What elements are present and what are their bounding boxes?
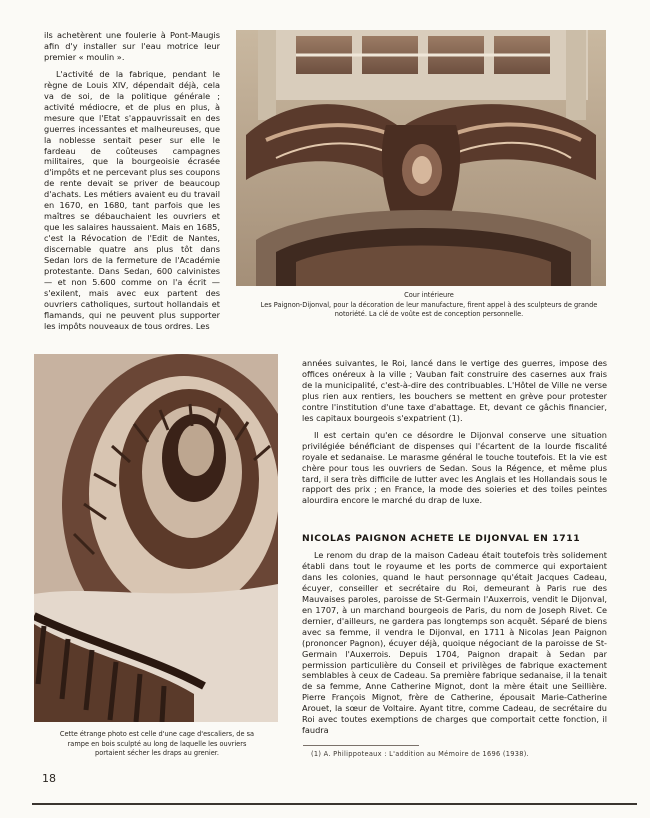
keystone-caption-text: Les Paignon-Dijonval, pour la décoration de leur manufacture, firent appel à des sculpteurs de grande notoriété. La clé de voûte est de conception personnelle. [260,300,598,319]
staircase-photo [34,354,278,722]
page-number: 18 [42,772,56,785]
paragraph-foulerie: ils achetèrent une foulerie à Pont-Maugis afin d'y installer sur l'eau motrice leur premier « moulin ». [44,30,220,62]
keystone-caption-title: Cour intérieure [404,291,454,299]
right-column-text-2 [302,550,607,736]
paragraph-activite: L'activité de la fabrique, pendant le règne de Louis XIV, dépendait déjà, cela va de soi, de la politique générale ; activité médiocre, et de plus en plus, à mesure que l'Etat s'appauvrissait en des guerres incessantes et malheureuses, que la noblesse sentait peser sur elle le fardeau de coûteuses campagnes militaires, que la bourgeoisie écrasée d'impôts et ne percevant plus ses coupons de rente devait se priver de beaucoup d'achats. Les métiers avaient eu du travail en 1670, en 1680, tant parfois que les maîtres se débauchaient les ouvriers et que les salaires haussaient. Mais en 1685, c'est la Révocation de l'Edit de Nantes, discernable quatre ans plus tôt dans Sedan lors de la fermeture de l'Académie protestante. Dans Sedan, 600 calvinistes — et non 5.600 comme on l'a écrit — s'exilent, mais avec eux partent des ouvriers catholiques, surtout hollandais et flamands, qui ne peuvent plus supporter les impôts nouveaux de tous ordres. Les [44,68,220,331]
footnote: (1) A. Philippoteaux : L'addition au Mémoire de 1696 (1938). [311,750,530,758]
footnote-rule [303,745,419,746]
keystone-sculpture-image [236,30,606,286]
keystone-photo [236,30,606,286]
spiral-staircase-image [34,354,278,722]
paragraph-annees: années suivantes, le Roi, lancé dans le vertige des guerres, impose des offices onéreux à la ville ; Vauban fait construire des casernes aux frais de la municipalité, c'est-à-dire des contribuables. L'Hôtel de Ville ne verse plus rien aux rentiers, les bouchers se mettent en grève pour protester contre l'institution d'une taxe d'abattage. Et, devant ce gâchis financier, les capitaux bourgeois s'expatrient (1). [302,358,607,423]
paragraph-certain: Il est certain qu'en ce désordre le Dijonval conserve une situation privilégiée bénéficiant de dispenses qui l'écartent de la lourde fiscalité royale et sedanaise. Le marasme général le touche toutefois. Et la vie est chère pour tous les ouvriers de Sedan. Sous la Régence, et même plus tard, il sera très difficile de lutter avec les Anglais et les Hollandais sous le rapport des prix ; en France, la mode des soieries et des toiles peintes alourdira encore le marché du drap de luxe. [302,429,607,506]
staircase-caption: Cette étrange photo est celle d'une cage d'escaliers, de sa rampe en bois sculpté au long de laquelle les ouvriers portaient sécher les draps au grenier. [59,730,255,758]
left-column-text [44,30,220,332]
bottom-rule [32,803,637,805]
right-column-text [302,358,607,506]
keystone-caption [250,291,608,320]
paragraph-renom: Le renom du drap de la maison Cadeau était toutefois très solidement établi dans tout le royaume et les ports de commerce qui exportaient dans les colonies, quand le haut personnage qu'était Jacques Cadeau, écuyer, conseiller et secrétaire du Roi, demeurant à Paris rue des Mauvaises paroles, paroisse de St-Germain l'Auxerrois, vendit le Dijonval, en 1707, à un marchand bourgeois de Paris, du nom de Joseph Rivet. Ce dernier, d'ailleurs, ne gardera pas longtemps son acquêt. Séparé de biens avec sa femme, il vendra le Dijonval, en 1711 à Nicolas Jean Paignon (prononcer Pagnon), écuyer déjà, quoique négociant de la paroisse de St-Germain l'Auxerrois. Depuis 1704, Paignon drapait à Sedan par permission particulière du Conseil et privilèges de fabrique exactement semblables à ceux de Cadeau. Sa première fabrique sedanaise, il la tenait de sa femme, Anne Catherine Mignot, dont la mère était une Seillière. Pierre François Mignot, frère de Catherine, épousait Marie-Catherine Arouet, la sœur de Voltaire. Ayant titre, comme Cadeau, de secrétaire du Roi avec toutes exemptions de charges que comportait cette fonction, il faudra [302,550,607,736]
section-heading: NICOLAS PAIGNON ACHETE LE DIJONVAL EN 1711 [302,533,581,544]
